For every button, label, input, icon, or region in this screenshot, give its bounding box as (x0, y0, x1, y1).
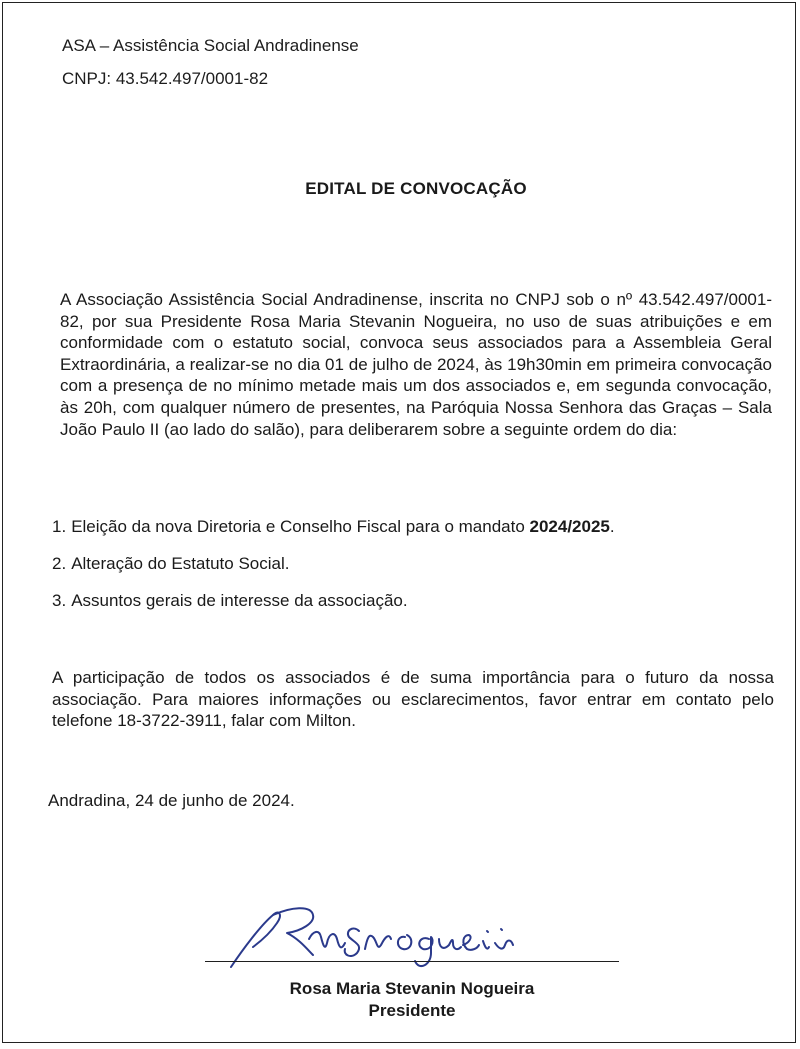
agenda-item-term: 2024/2025 (529, 517, 610, 536)
handwritten-signature (209, 891, 529, 976)
agenda-item (52, 591, 772, 628)
closing-paragraph: A participação de todos os associados é de suma importância para o futuro da nossa associação. Para maiores informações ou esclarecimentos, favor entrar em contato pelo telefone 18-3722-3911, falar com Milton. (52, 668, 774, 731)
agenda-item-number: 1. (52, 517, 67, 536)
organization-cnpj: CNPJ: 43.542.497/0001-82 (62, 69, 269, 88)
agenda-item (52, 517, 772, 554)
agenda-item-text: Assuntos gerais de interesse da associação. (71, 591, 408, 610)
date-place: Andradina, 24 de junho de 2024. (48, 791, 295, 810)
organization-name: ASA – Assistência Social Andradinense (62, 36, 359, 55)
document-page (2, 2, 796, 1043)
signer-name: Rosa Maria Stevanin Nogueira (289, 979, 535, 998)
signature-line (205, 961, 619, 962)
document-title: EDITAL DE CONVOCAÇÃO (305, 179, 527, 198)
agenda-item (52, 554, 772, 591)
agenda-item-text: Eleição da nova Diretoria e Conselho Fiscal para o mandato (71, 517, 530, 536)
agenda-item-number: 2. (52, 554, 67, 573)
agenda-item-number: 3. (52, 591, 67, 610)
agenda-item-suffix: . (609, 517, 615, 536)
signer-role: Presidente (368, 1001, 456, 1020)
agenda-list (52, 517, 772, 628)
intro-paragraph: A Associação Assistência Social Andradinense, inscrita no CNPJ sob o nº 43.542.497/0001-82, por sua Presidente Rosa Maria Stevanin Nogueira, no uso de suas atribuições e em conformidade com o estatuto social, convoca seus associados para a Assembleia Geral Extraordinária, a realizar-se no dia 01 de julho de 2024, às 19h30min em primeira convocação com a presença de no mínimo metade mais um dos associados e, em segunda convocação, às 20h, com qualquer número de presentes, na Paróquia Nossa Senhora das Graças – Sala João Paulo II (ao lado do salão), para deliberarem sobre a seguinte ordem do dia: (60, 290, 772, 439)
agenda-item-text: Alteração do Estatuto Social. (71, 554, 290, 573)
